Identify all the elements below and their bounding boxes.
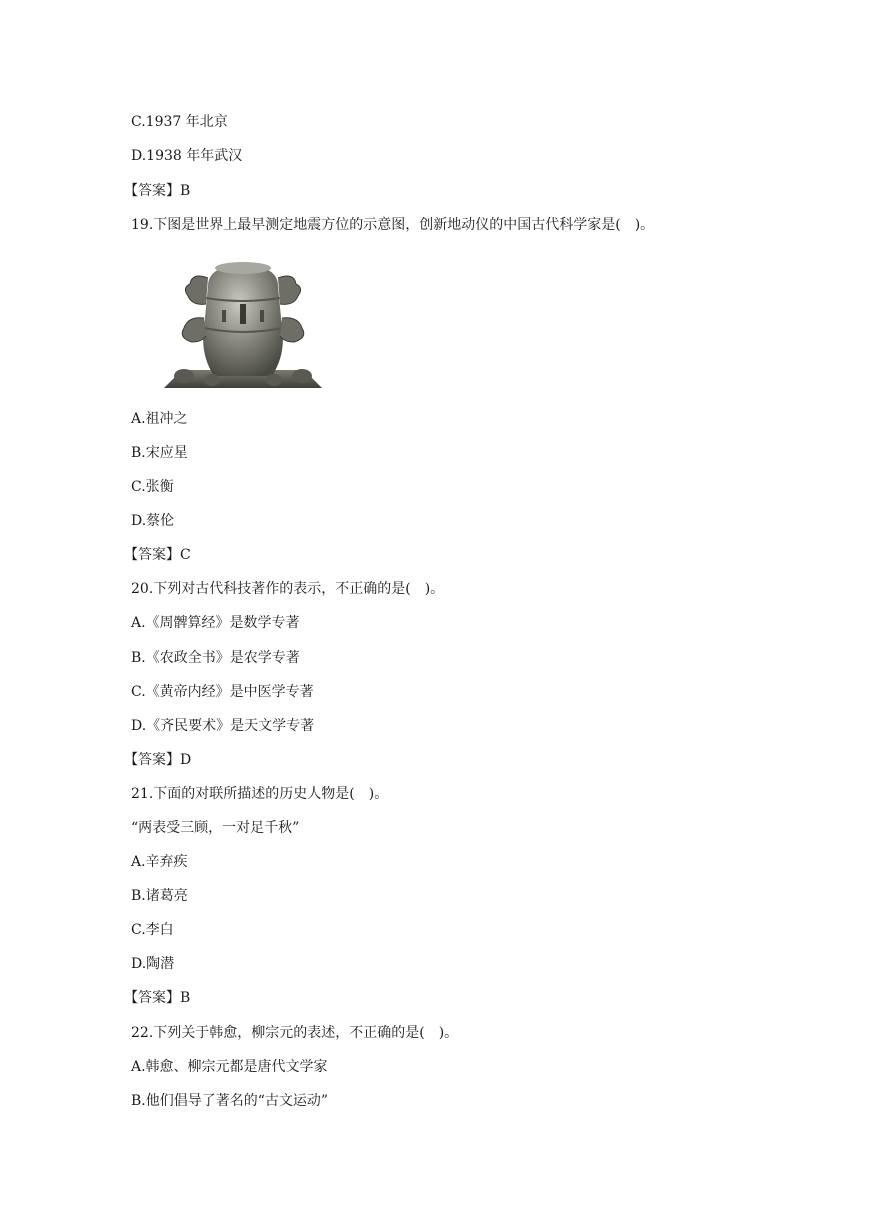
q21-option-d: D.陶潜 [131, 956, 175, 972]
answer-q18: 【答案】B [124, 183, 191, 199]
q20-option-c: C.《黄帝内经》是中医学专著 [131, 684, 314, 700]
question-19: 19.下图是世界上最早测定地震方位的示意图，创新地动仪的中国古代科学家是( )。 [131, 217, 655, 233]
answer-q19: 【答案】C [124, 547, 191, 563]
answer-q21: 【答案】B [124, 990, 191, 1006]
answer-q20: 【答案】D [124, 752, 192, 768]
question-21: 21.下面的对联所描述的历史人物是( )。 [131, 786, 389, 802]
seismograph-image [162, 258, 324, 388]
question-22: 22.下列关于韩愈，柳宗元的表述，不正确的是( )。 [131, 1025, 459, 1041]
question-20: 20.下列对古代科技著作的表示，不正确的是( )。 [131, 581, 445, 597]
q19-option-a: A.祖冲之 [131, 411, 188, 427]
q21-option-b: B.诸葛亮 [131, 888, 188, 904]
q22-option-a: A.韩愈、柳宗元都是唐代文学家 [131, 1059, 328, 1075]
q20-option-b: B.《农政全书》是农学专著 [131, 650, 300, 666]
q20-option-a: A.《周髀算经》是数学专著 [131, 615, 300, 631]
q19-option-b: B.宋应星 [131, 445, 188, 461]
q22-option-b: B.他们倡导了著名的“古文运动” [131, 1093, 329, 1109]
q21-option-c: C.李白 [131, 922, 174, 938]
q20-option-d: D.《齐民要术》是天文学专著 [131, 718, 315, 734]
q19-option-d: D.蔡伦 [131, 513, 175, 529]
q19-option-c: C.张衡 [131, 479, 174, 495]
q21-option-a: A.辛弃疾 [131, 854, 188, 870]
line-q18-option-c: C.1937 年北京 [131, 114, 228, 130]
line-q18-option-d: D.1938 年年武汉 [131, 148, 243, 164]
q21-couplet: “两表受三顾，一对足千秋” [131, 820, 300, 836]
